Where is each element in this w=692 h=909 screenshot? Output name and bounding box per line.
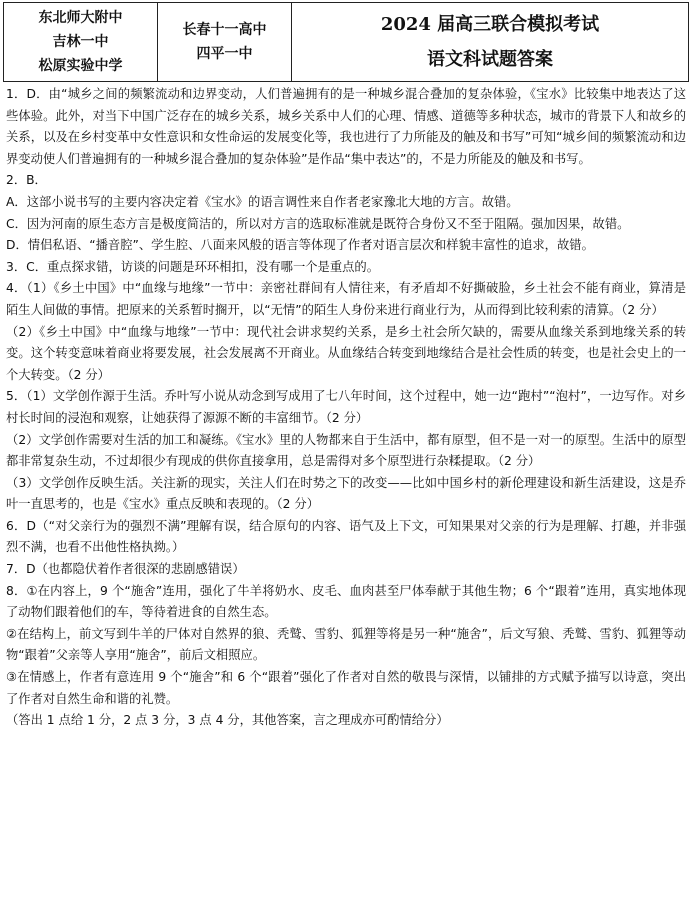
answer-4-part-2: （2）《乡土中国》中“血缘与地缘”一节中：现代社会讲求契约关系，是乡土社会所欠缺的，需要从血缘关系到地缘关系的转变。这个转变意味着商业将要发展，社会发展离不开商业。从血缘结合转变到地缘结合是社会性质的转变，也是社会史上的一个大转变。（2 分） <box>6 324 686 382</box>
answer-2: 2．B． <box>6 173 47 188</box>
answer-8-point-2: ②在结构上，前文写到牛羊的尸体对自然界的狼、秃鹫、雪豹、狐狸等将是另一种“施舍”，后文写狼、秃鹫、雪豹、狐狸等动物“跟着”父亲等人享用“施舍”，前后文相照应。 <box>6 626 686 663</box>
exam-title: 2024 届高三联合模拟考试 <box>380 14 600 35</box>
exam-header <box>3 2 689 82</box>
answer-7: 7．D（也都隐伏着作者很深的悲剧感错误） <box>6 562 245 577</box>
exam-title-cell <box>292 3 689 82</box>
scoring-note: （答出 1 点给 1 分，2 点 3 分，3 点 4 分，其他答案，言之理成亦可酌情给分） <box>6 713 449 728</box>
answer-1: 1．D．由“城乡之间的频繁流动和边界变动，人们普遍拥有的是一种城乡混合叠加的复杂体验，《宝水》比较集中地表达了这些体验。此外，对当下中国广泛存在的城乡关系，城乡关系中人们的心理、情感、道德等多种状态，城市的背景下人和故乡的关系，以及在乡村变革中女性意识和女性命运的发展变化等，我也进行了力所能及的触及和书写”可知“城乡间的频繁流动和边界变动使人们普遍拥有的一种城乡混合叠加的复杂体验”是作品“集中表达”的，不是力所能及的触及和书写。 <box>6 87 686 166</box>
answer-2-option-d: D．情侣私语、“播音腔”、学生腔、八面来风般的语言等体现了作者对语言层次和样貌丰富性的追求，故错。 <box>6 238 594 253</box>
school-name: 松原实验中学 <box>38 58 123 74</box>
answer-content <box>6 84 686 732</box>
answer-8-point-3: ③在情感上，作者有意连用 9 个“施舍”和 6 个“跟着”强化了作者对自然的敬畏与深情，以铺排的方式赋予描写以诗意，突出了作者对自然生命和谐的礼赞。 <box>6 670 686 706</box>
answer-5-part-1: 5．（1）文学创作源于生活。乔叶写小说从动念到写成用了七八年时间，这个过程中，她一边“跑村”“泡村”，一边写作。对乡村长时间的浸泡和观察，让她获得了源源不断的丰富细节。（2 分） <box>6 389 686 425</box>
answer-3: 3．C．重点探求错，访谈的问题是环环相扣，没有哪一个是重点的。 <box>6 259 380 274</box>
answer-2-option-a: A．这部小说书写的主要内容决定着《宝水》的语言调性来自作者老家豫北大地的方言。故错。 <box>6 194 519 209</box>
answer-5-part-2: （2）文学创作需要对生活的加工和凝练。《宝水》里的人物都来自于生活中，都有原型，但不是一对一的原型。生活中的原型都非常复杂生动，不过却很少有现成的供你直接拿用，总是需得对多个原型进行杂糅提取。（2 分） <box>6 432 686 469</box>
school-name: 四平一中 <box>196 46 253 62</box>
school-name: 吉林一中 <box>52 34 109 50</box>
answer-8-point-1: 8．①在内容上，9 个“施舍”连用，强化了牛羊将奶水、皮毛、血肉甚至尸体奉献于其他生物；6 个“跟着”连用，真实地体现了动物们跟着他们的车，等待着进食的自然生态。 <box>6 583 686 620</box>
exam-subtitle: 语文科试题答案 <box>427 49 553 70</box>
school-list-right <box>158 3 292 82</box>
answer-6: 6．D（“对父亲行为的强烈不满”理解有误，结合原句的内容、语气及上下文，可知果果对父亲的行为是理解、打趣，并非强烈不满，也看不出他性格执拗。） <box>6 518 686 555</box>
answer-5-part-3: （3）文学创作反映生活。关注新的现实，关注人们在时势之下的改变——比如中国乡村的新伦理建设和新生活建设，这是乔叶一直思考的，也是《宝水》重点反映和表现的。（2 分） <box>6 475 686 512</box>
school-name: 长春十一高中 <box>182 22 267 38</box>
answer-2-option-c: C．因为河南的原生态方言是极度简洁的，所以对方言的选取标准就是既符合身份又不至于阻隔。强加因果，故错。 <box>6 216 630 231</box>
school-name: 东北师大附中 <box>38 10 123 26</box>
answer-4-part-1: 4．（1）《乡土中国》中“血缘与地缘”一节中：亲密社群间有人情往来，有矛盾却不好撕破脸，乡土社会不能有商业，算清是陌生人间做的事情。把原来的关系暂时搁开，以“无情”的陌生人身份来进行商业行为，从而得到比较利索的清算。（2 分） <box>6 281 686 317</box>
school-list-left <box>4 3 158 82</box>
